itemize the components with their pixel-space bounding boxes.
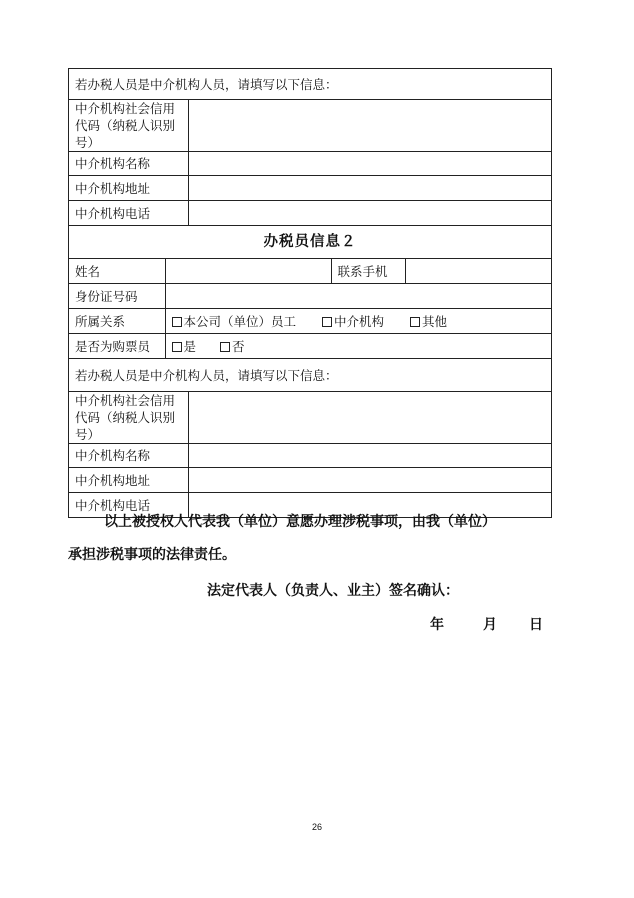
page-number: 26	[311, 822, 322, 832]
name-row	[69, 259, 551, 283]
org-credit-code-label-2: 中介机构社会信用代码（纳税人识别号）	[69, 392, 189, 444]
id-field[interactable]	[165, 284, 551, 308]
id-label: 身份证号码	[69, 284, 165, 308]
intermediary-note-2: 若办税人员是中介机构人员，请填写以下信息：	[69, 359, 552, 392]
date-month: 月	[483, 617, 497, 633]
statement-line-1: 以上被授权人代表我（单位）意愿办理涉税事项，由我（单位）	[104, 514, 496, 530]
intermediary-note-1: 若办税人员是中介机构人员，请填写以下信息：	[69, 69, 552, 100]
id-row	[69, 284, 551, 308]
buyer-option-no[interactable]: 否	[220, 339, 245, 354]
date-year: 年	[430, 617, 444, 633]
org-credit-code-field-2[interactable]	[189, 392, 552, 444]
org-phone-field-1[interactable]	[189, 201, 552, 226]
name-label: 姓名	[69, 259, 165, 283]
org-address-field-1[interactable]	[189, 176, 552, 201]
relation-row	[69, 309, 551, 333]
org-address-label-1: 中介机构地址	[69, 176, 189, 201]
org-credit-code-field-1[interactable]	[189, 100, 552, 152]
name-field[interactable]	[165, 259, 331, 283]
org-name-label-2: 中介机构名称	[69, 444, 189, 468]
org-phone-label-1: 中介机构电话	[69, 201, 189, 226]
relation-option-employee[interactable]: 本公司（单位）员工	[172, 314, 297, 329]
date-day: 日	[529, 617, 543, 633]
checkbox-icon[interactable]	[172, 342, 182, 352]
section2-title: 办税员信息２	[69, 226, 552, 259]
org-address-field-2[interactable]	[189, 468, 552, 493]
checkbox-icon[interactable]	[322, 317, 332, 327]
checkbox-icon[interactable]	[172, 317, 182, 327]
relation-option-other[interactable]: 其他	[410, 314, 447, 329]
org-name-field-1[interactable]	[189, 152, 552, 176]
buyer-row	[69, 334, 551, 358]
mobile-field[interactable]	[405, 259, 551, 283]
checkbox-icon[interactable]	[410, 317, 420, 327]
relation-label: 所属关系	[69, 309, 165, 333]
org-name-field-2[interactable]	[189, 444, 552, 468]
relation-option-intermediary[interactable]: 中介机构	[322, 314, 384, 329]
signature-label: 法定代表人（负责人、业主）签名确认：	[207, 583, 459, 599]
agent-info-table	[68, 68, 552, 518]
org-phone-label-2: 中介机构电话	[69, 493, 189, 518]
org-credit-code-label-1: 中介机构社会信用代码（纳税人识别号）	[69, 100, 189, 152]
mobile-label: 联系手机	[331, 259, 405, 283]
buyer-label: 是否为购票员	[69, 334, 165, 358]
statement-line-2: 承担涉税事项的法律责任。	[68, 547, 236, 563]
checkbox-icon[interactable]	[220, 342, 230, 352]
org-address-label-2: 中介机构地址	[69, 468, 189, 493]
org-name-label-1: 中介机构名称	[69, 152, 189, 176]
buyer-option-yes[interactable]: 是	[172, 339, 197, 354]
